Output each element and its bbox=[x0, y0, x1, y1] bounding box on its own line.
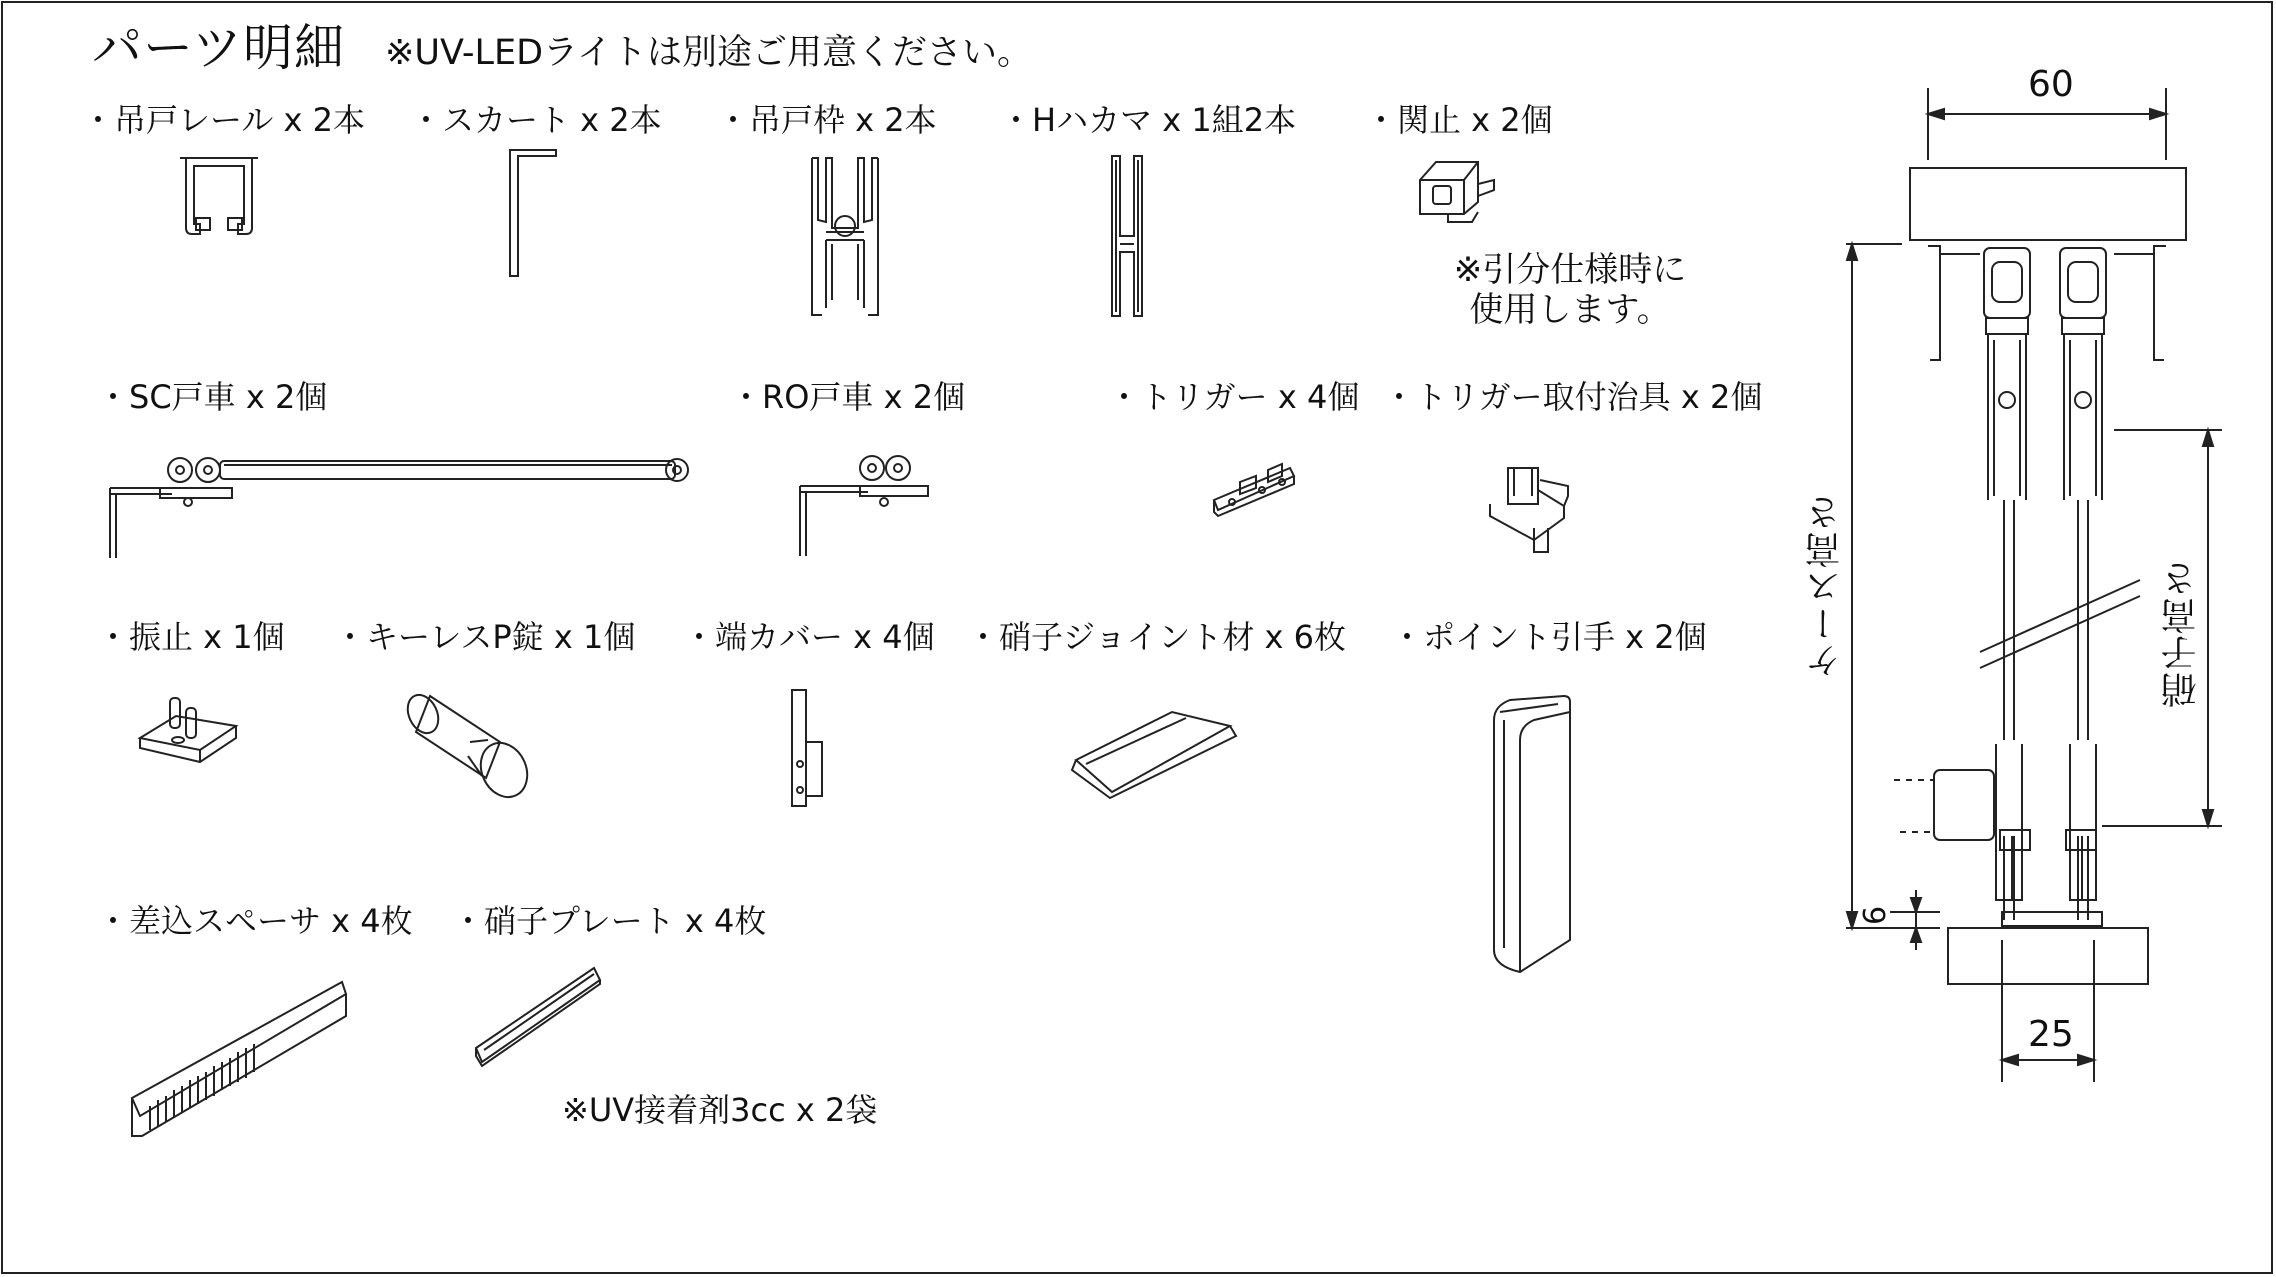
part-label-trigger-jig: ・トリガー取付治具 x 2個 bbox=[1383, 378, 1763, 416]
stopper-note-line-2: 使用します。 bbox=[1469, 290, 1671, 330]
keyless-lock-icon bbox=[402, 690, 536, 805]
stopper-icon bbox=[1420, 162, 1494, 222]
part-label-door-frame: ・吊戸枠 x 2本 bbox=[717, 101, 937, 139]
h-hakama-icon bbox=[1112, 156, 1142, 316]
skirt-icon bbox=[510, 150, 556, 276]
part-label-trigger: ・トリガー x 4個 bbox=[1108, 378, 1360, 416]
case-height-label: ケース高さ bbox=[1805, 494, 1846, 679]
dim-case-height-line bbox=[1846, 244, 1940, 928]
part-label-rail: ・吊戸レール x 2本 bbox=[82, 101, 366, 139]
point-handle-icon bbox=[1494, 696, 1570, 972]
case-top bbox=[1910, 168, 2186, 240]
ro-roller-icon bbox=[800, 456, 928, 556]
adhesive-note: ※UV接着剤3cc x 2袋 bbox=[562, 1091, 878, 1129]
part-label-stopper: ・関止 x 2個 bbox=[1365, 101, 1553, 139]
part-label-glass-joint: ・硝子ジョイント材 x 6枚 bbox=[967, 618, 1347, 656]
part-label-sway-stopper: ・振止 x 1個 bbox=[97, 618, 285, 656]
trigger-jig-icon bbox=[1490, 468, 1568, 552]
glass-joint-icon bbox=[1072, 712, 1236, 798]
part-label-end-cover: ・端カバー x 4個 bbox=[683, 618, 935, 656]
part-label-glass-plate: ・硝子プレート x 4枚 bbox=[452, 902, 767, 940]
glass-plate-icon bbox=[476, 968, 600, 1066]
part-label-h-hakama: ・Hハカマ x 1組2本 bbox=[1000, 101, 1297, 139]
sway-stopper-icon bbox=[140, 698, 236, 762]
door-frame-icon bbox=[812, 158, 878, 315]
trigger-icon bbox=[1214, 464, 1294, 516]
dim-25-label: 25 bbox=[2028, 1014, 2074, 1055]
dim-gap-label: 6 bbox=[1858, 905, 1894, 926]
rail-icon bbox=[180, 158, 258, 234]
part-label-point-handle: ・ポイント引手 x 2個 bbox=[1391, 618, 1707, 656]
stopper-note-line-1: ※引分仕様時に bbox=[1453, 250, 1687, 290]
part-label-spacer: ・差込スペーサ x 4枚 bbox=[97, 902, 413, 940]
part-label-keyless-lock: ・キーレスP錠 x 1個 bbox=[334, 618, 636, 656]
spacer-icon bbox=[132, 982, 346, 1136]
dim-60-label: 60 bbox=[2028, 64, 2074, 105]
end-cover-icon bbox=[792, 690, 822, 806]
glass-height-label: 硝子高さ bbox=[2161, 560, 2202, 708]
page-title: パーツ明細 bbox=[92, 19, 345, 77]
part-label-ro-roller: ・RO戸車 x 2個 bbox=[730, 378, 966, 416]
part-label-sc-roller: ・SC戸車 x 2個 bbox=[97, 378, 328, 416]
sc-roller-icon bbox=[110, 458, 688, 558]
part-label-skirt: ・スカート x 2本 bbox=[410, 101, 662, 139]
uv-light-note: ※UV-LEDライトは別途ご用意ください。 bbox=[385, 33, 1032, 73]
